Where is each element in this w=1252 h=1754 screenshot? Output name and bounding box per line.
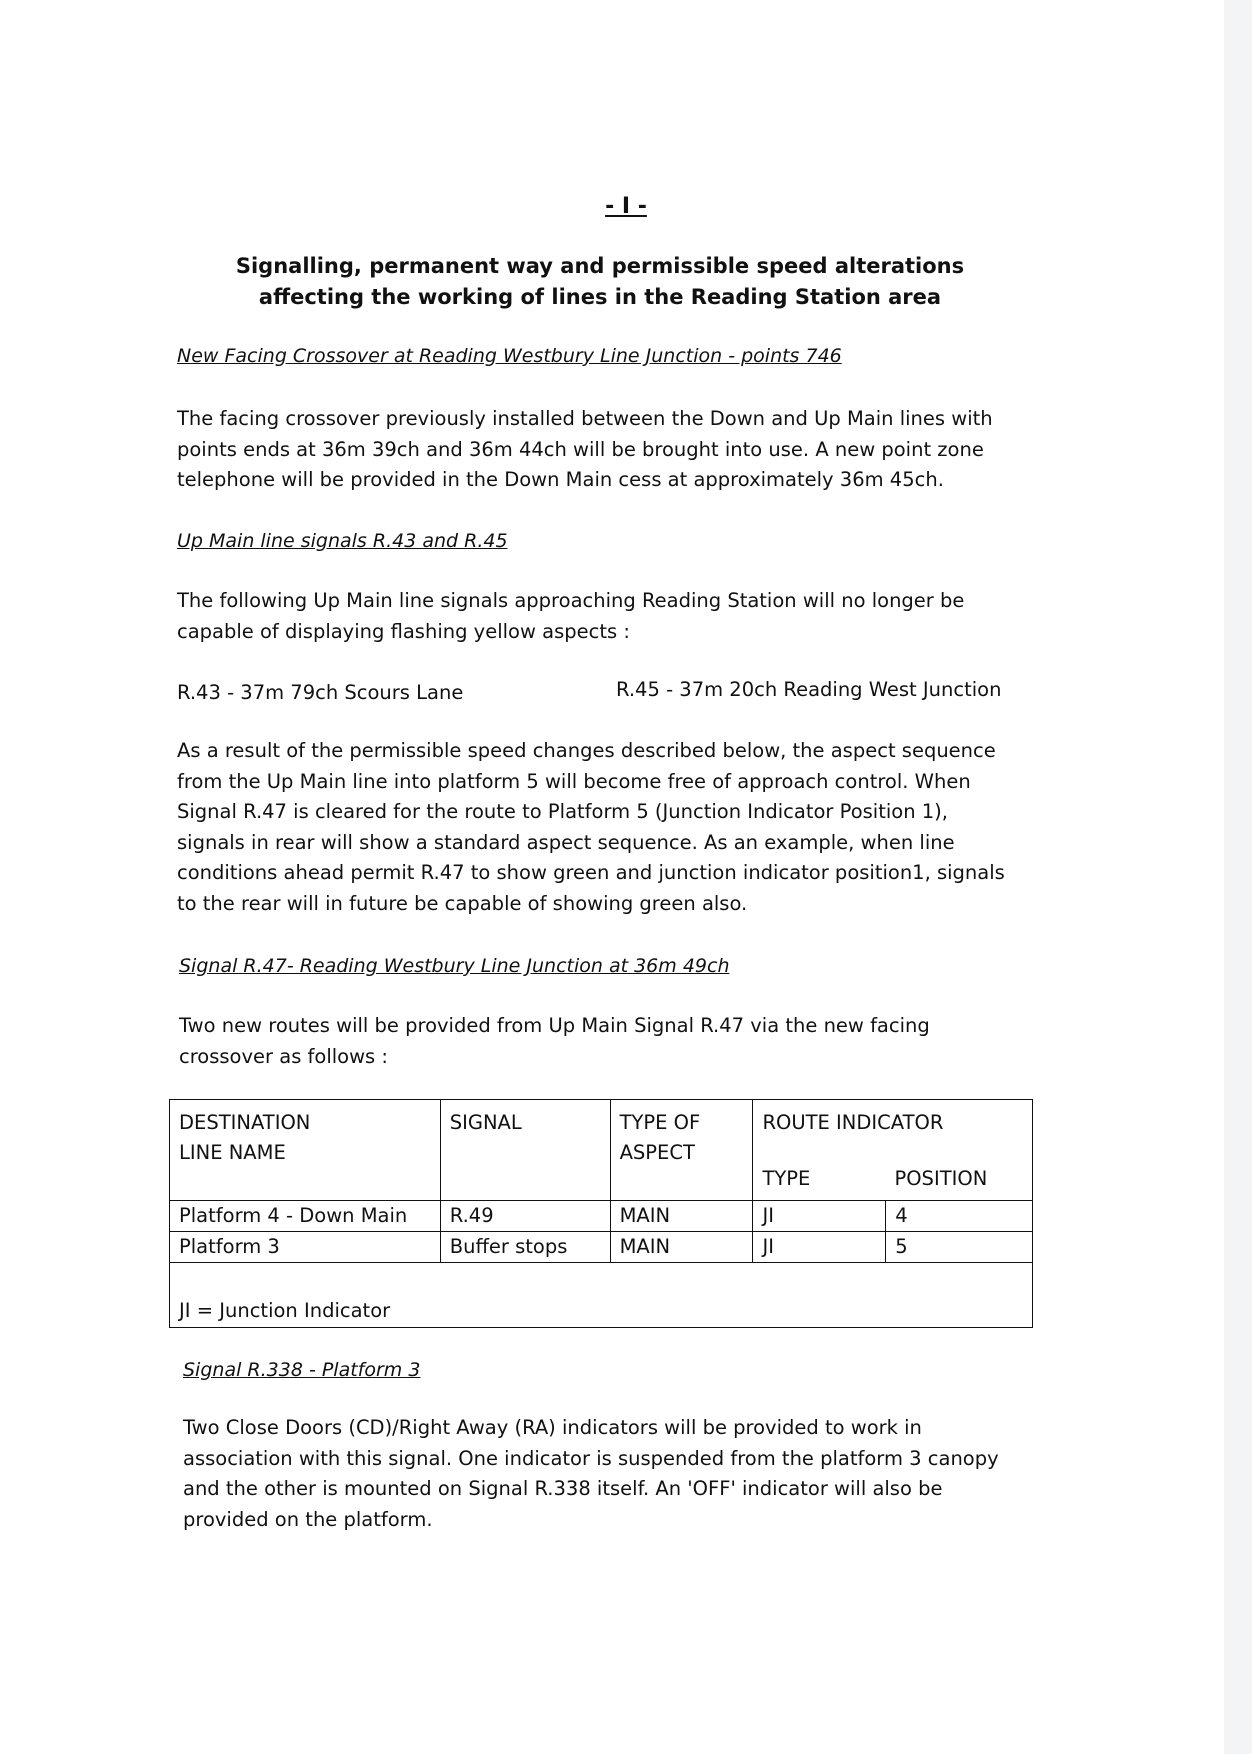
text-line: The following Up Main line signals approaching Reading Station will no longer be <box>177 589 965 612</box>
text-line: to the rear will in future be capable of showing green also. <box>177 891 748 915</box>
section-heading-crossover: New Facing Crossover at Reading Westbury Line Junction - points 746 <box>177 345 842 367</box>
table-header-row <box>170 1100 1033 1201</box>
table-row <box>170 1232 1033 1263</box>
paragraph-cd-ra-indicators <box>183 1413 999 1535</box>
route-indicator-type-label: TYPE <box>762 1167 811 1190</box>
paragraph-new-routes <box>179 1011 930 1072</box>
table-row <box>170 1201 1033 1232</box>
paragraph-crossover <box>177 404 993 496</box>
text-line: The facing crossover previously installed between the Down and Up Main lines with <box>177 407 993 430</box>
text-line: signals in rear will show a standard aspect sequence. As an example, when line <box>177 830 955 854</box>
cell-aspect: MAIN <box>610 1232 753 1263</box>
section-heading-up-main-signals: Up Main line signals R.43 and R.45 <box>177 530 508 552</box>
cell-type: JI <box>753 1232 886 1263</box>
section-heading-signal-r47: Signal R.47- Reading Westbury Line Junction at 36m 49ch <box>179 955 730 977</box>
text-line: telephone will be provided in the Down Main cess at approximately 36m 45ch. <box>177 468 944 491</box>
header-destination: DESTINATION LINE NAME <box>170 1100 441 1201</box>
page-number: - I - <box>605 194 647 219</box>
table-footnote: JI = Junction Indicator <box>170 1263 1033 1328</box>
header-signal: SIGNAL <box>440 1100 610 1201</box>
paragraph-signals-intro <box>177 586 964 647</box>
text-line: capable of displaying flashing yellow aspects : <box>177 619 630 643</box>
cell-signal: R.49 <box>440 1201 610 1232</box>
table-note-row <box>170 1263 1033 1328</box>
cell-signal: Buffer stops <box>440 1232 610 1263</box>
text-line: association with this signal. One indicator is suspended from the platform 3 canopy <box>183 1446 999 1470</box>
text-line: Two new routes will be provided from Up Main Signal R.47 via the new facing <box>179 1014 930 1037</box>
signal-r45-location: R.45 - 37m 20ch Reading West Junction <box>616 678 1002 701</box>
text-line: As a result of the permissible speed changes described below, the aspect sequence <box>177 739 996 762</box>
route-indicator-position-label: POSITION <box>894 1167 988 1190</box>
title-line: Signalling, permanent way and permissible speed alterations <box>235 254 965 278</box>
text-line: conditions ahead permit R.47 to show green and junction indicator position1, signals <box>177 861 1005 884</box>
header-type-of-aspect: TYPE OF ASPECT <box>610 1100 753 1201</box>
cell-position: 5 <box>886 1232 1033 1263</box>
cell-position: 4 <box>886 1201 1033 1232</box>
document-title <box>200 251 1000 313</box>
routes-table <box>169 1099 1033 1328</box>
cell-aspect: MAIN <box>610 1201 753 1232</box>
cell-destination: Platform 3 <box>170 1232 441 1263</box>
text-line: Signal R.47 is cleared for the route to Platform 5 (Junction Indicator Position 1), <box>177 800 948 823</box>
section-heading-signal-r338: Signal R.338 - Platform 3 <box>183 1359 421 1381</box>
text-line: points ends at 36m 39ch and 36m 44ch will be brought into use. A new point zone <box>177 437 984 461</box>
cell-destination: Platform 4 - Down Main <box>170 1201 441 1232</box>
text-line: crossover as follows : <box>179 1044 388 1068</box>
header-route-indicator <box>753 1100 1033 1201</box>
route-indicator-label: ROUTE INDICATOR <box>762 1111 944 1134</box>
title-line: affecting the working of lines in the Reading Station area <box>258 285 942 309</box>
cell-type: JI <box>753 1201 886 1232</box>
signal-r43-location: R.43 - 37m 79ch Scours Lane <box>177 681 464 704</box>
scan-edge <box>1224 0 1252 1754</box>
text-line: provided on the platform. <box>183 1507 433 1531</box>
text-line: and the other is mounted on Signal R.338 itself. An 'OFF' indicator will also be <box>183 1477 943 1500</box>
text-line: Two Close Doors (CD)/Right Away (RA) indicators will be provided to work in <box>183 1416 922 1439</box>
paragraph-aspect-sequence <box>177 736 1005 919</box>
text-line: from the Up Main line into platform 5 will become free of approach control. When <box>177 769 971 793</box>
